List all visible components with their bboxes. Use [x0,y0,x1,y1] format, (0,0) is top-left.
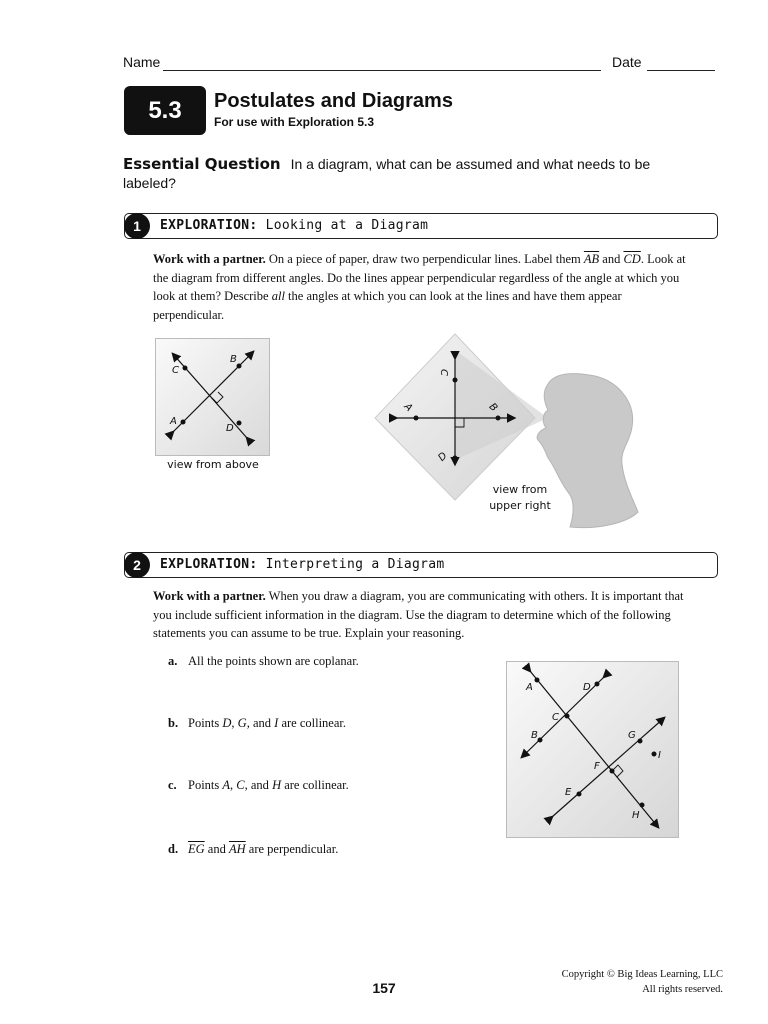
line-ab-symbol: $\overline{AB}$ [583,252,600,266]
essential-question-text: In a diagram, what can be assumed and what needs to be labeled? [123,156,651,191]
point-b-label: B [230,354,237,365]
exploration-2-number: 2 [124,552,150,578]
point-h-label: H [632,810,640,821]
lesson-number-badge: 5.3 [124,86,206,135]
point-c-label: C [438,369,449,376]
statement-d: d. $\overline{EG}$ and $\overline{AH}$ are perpendicular. [168,842,339,856]
point-f-label: F [594,761,600,772]
essential-question [123,155,683,193]
exploration-1-lead: Work with a partner. [153,252,266,266]
page-title: Postulates and Diagrams [214,90,453,112]
figure-view-from-above [155,338,271,458]
line-ah-symbol: $\overline{AH}$ [228,842,246,856]
line-cd-symbol: $\overline{CD}$ [623,252,641,266]
point-c-label: C [552,712,559,723]
exploration-2-lead: Work with a partner. [153,589,266,603]
date-label: Date [612,54,642,70]
statement-a: a. All the points shown are coplanar. [168,654,359,668]
line-eg-symbol: $\overline{EG}$ [188,842,205,856]
exploration-1-header [124,213,718,239]
statement-c: c. Points A, C, and H are collinear. [168,778,349,792]
exploration-2-title: EXPLORATION: Interpreting a Diagram [160,557,445,572]
figure-2-caption: view from upper right [489,483,551,512]
point-d-label: D [226,423,234,434]
name-label: Name [123,54,161,70]
figure-1-caption: view from above [167,458,259,471]
name-field[interactable] [163,70,601,71]
page-subtitle: For use with Exploration 5.3 [214,115,375,129]
point-d-label: D [583,682,591,693]
exploration-1-text: Work with a partner. On a piece of paper, draw two perpendicular lines. Label them $\overline{AB}$ and $\overline{CD}$. Look at the diagram from different angles. Do the lines appear perpendicular regardless of the angle at which you look at them? Describe all the angles at which you can look at the lines and have them appear perpendicular. [153,252,686,322]
point-b-label: B [531,730,538,741]
point-e-label: E [565,787,572,798]
point-c-label: C [172,365,179,376]
exploration-2-text: Work with a partner. When you draw a diagram, you are communicating with others. It is important that you include sufficient information in the diagram. Use the diagram to determine which of the following statements you can assume to be true. Explain your reasoning. [153,589,684,640]
point-b-label: B [486,401,500,414]
point-a-label: A [526,682,533,693]
statement-b: b. Points D, G, and I are collinear. [168,716,346,730]
exploration-2-header [124,552,718,578]
essential-question-label: Essential Question [123,155,281,173]
exploration-1-title: EXPLORATION: Looking at a Diagram [160,218,429,233]
exploration-1-number: 1 [124,213,150,239]
point-a-label: A [401,401,415,414]
point-g-label: G [628,730,636,741]
point-a-label: A [170,416,177,427]
point-i-label: I [658,750,661,761]
figure-interpreting-diagram [506,661,680,841]
page-number: 157 [372,980,396,996]
point-d-label: D [436,450,450,464]
copyright: Copyright © Big Ideas Learning, LLC All rights reserved. [561,969,723,995]
date-field[interactable] [647,70,715,71]
